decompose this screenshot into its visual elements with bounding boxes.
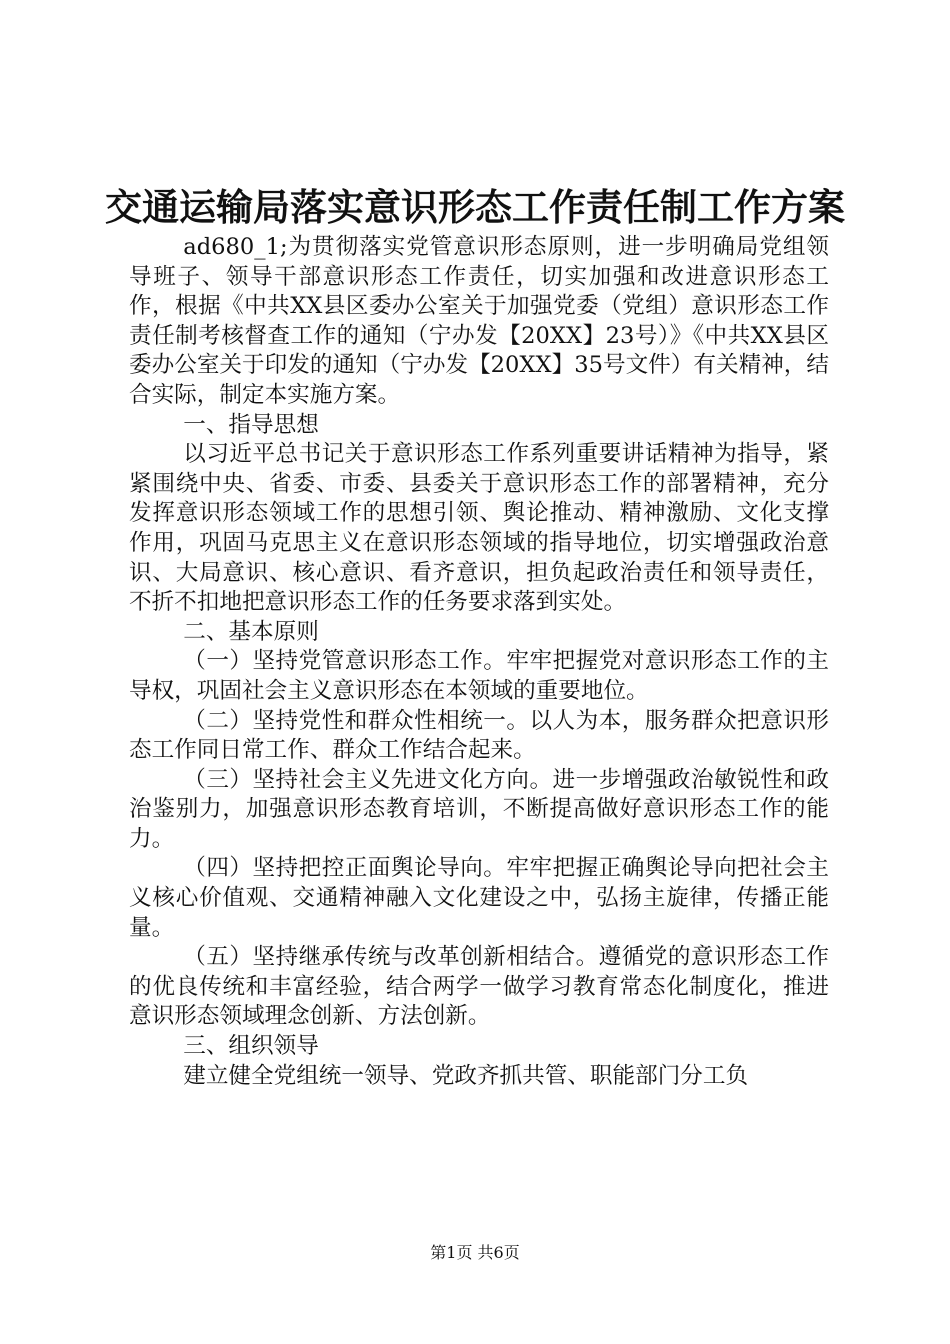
document-title: 交通运输局落实意识形态工作责任制工作方案 (105, 186, 845, 229)
principle-item-5: （五）坚持继承传统与改革创新相结合。遵循党的意识形态工作的优良传统和丰富经验，结合两学一做学习教育常态化制度化，推进意识形态领域理念创新、方法创新。 (129, 944, 829, 1030)
organization-paragraph: 建立健全党组统一领导、党政齐抓共管、职能部门分工负 (183, 1062, 749, 1089)
principle-item-4: （四）坚持把控正面舆论导向。牢牢把握正确舆论导向把社会主义核心价值观、交通精神融入文化建设之中，弘扬主旋律，传播正能量。 (129, 855, 829, 941)
principle-item-1: （一）坚持党管意识形态工作。牢牢把握党对意识形态工作的主导权，巩固社会主义意识形态在本领域的重要地位。 (129, 648, 829, 704)
section-heading-guiding-ideology: 一、指导思想 (183, 411, 319, 438)
page-number-footer: 第1页 共6页 (430, 1243, 520, 1262)
principle-item-2: （二）坚持党性和群众性相统一。以人为本，服务群众把意识形态工作同日常工作、群众工作结合起来。 (129, 707, 829, 764)
intro-paragraph: ad680_1;为贯彻落实党管意识形态原则，进一步明确局党组领导班子、领导干部意识形态工作责任，切实加强和改进意识形态工作，根据《中共XX县区委办公室关于加强党委（党组）意识形态工作责任制考核督查工作的通知（宁办发【20XX】23号）》《中共XX县区委办公室关于印发的通知（宁办发【20XX】35号文件）有关精神，结合实际，制定本实施方案。 (129, 234, 829, 408)
guiding-ideology-paragraph: 以习近平总书记关于意识形态工作系列重要讲话精神为指导，紧紧围绕中央、省委、市委、县委关于意识形态工作的部署精神，充分发挥意识形态领域工作的思想引领、舆论推动、精神激励、文化支撑作用，巩固马克思主义在意识形态领域的指导地位，切实增强政治意识、大局意识、核心意识、看齐意识，担负起政治责任和领导责任，不折不扣地把意识形态工作的任务要求落到实处。 (129, 441, 829, 616)
section-heading-organization: 三、组织领导 (183, 1033, 319, 1060)
document-body (129, 233, 829, 1091)
section-heading-basic-principles: 二、基本原则 (183, 618, 319, 645)
principle-item-3: （三）坚持社会主义先进文化方向。进一步增强政治敏锐性和政治鉴别力，加强意识形态教育培训，不断提高做好意识形态工作的能力。 (129, 766, 829, 852)
